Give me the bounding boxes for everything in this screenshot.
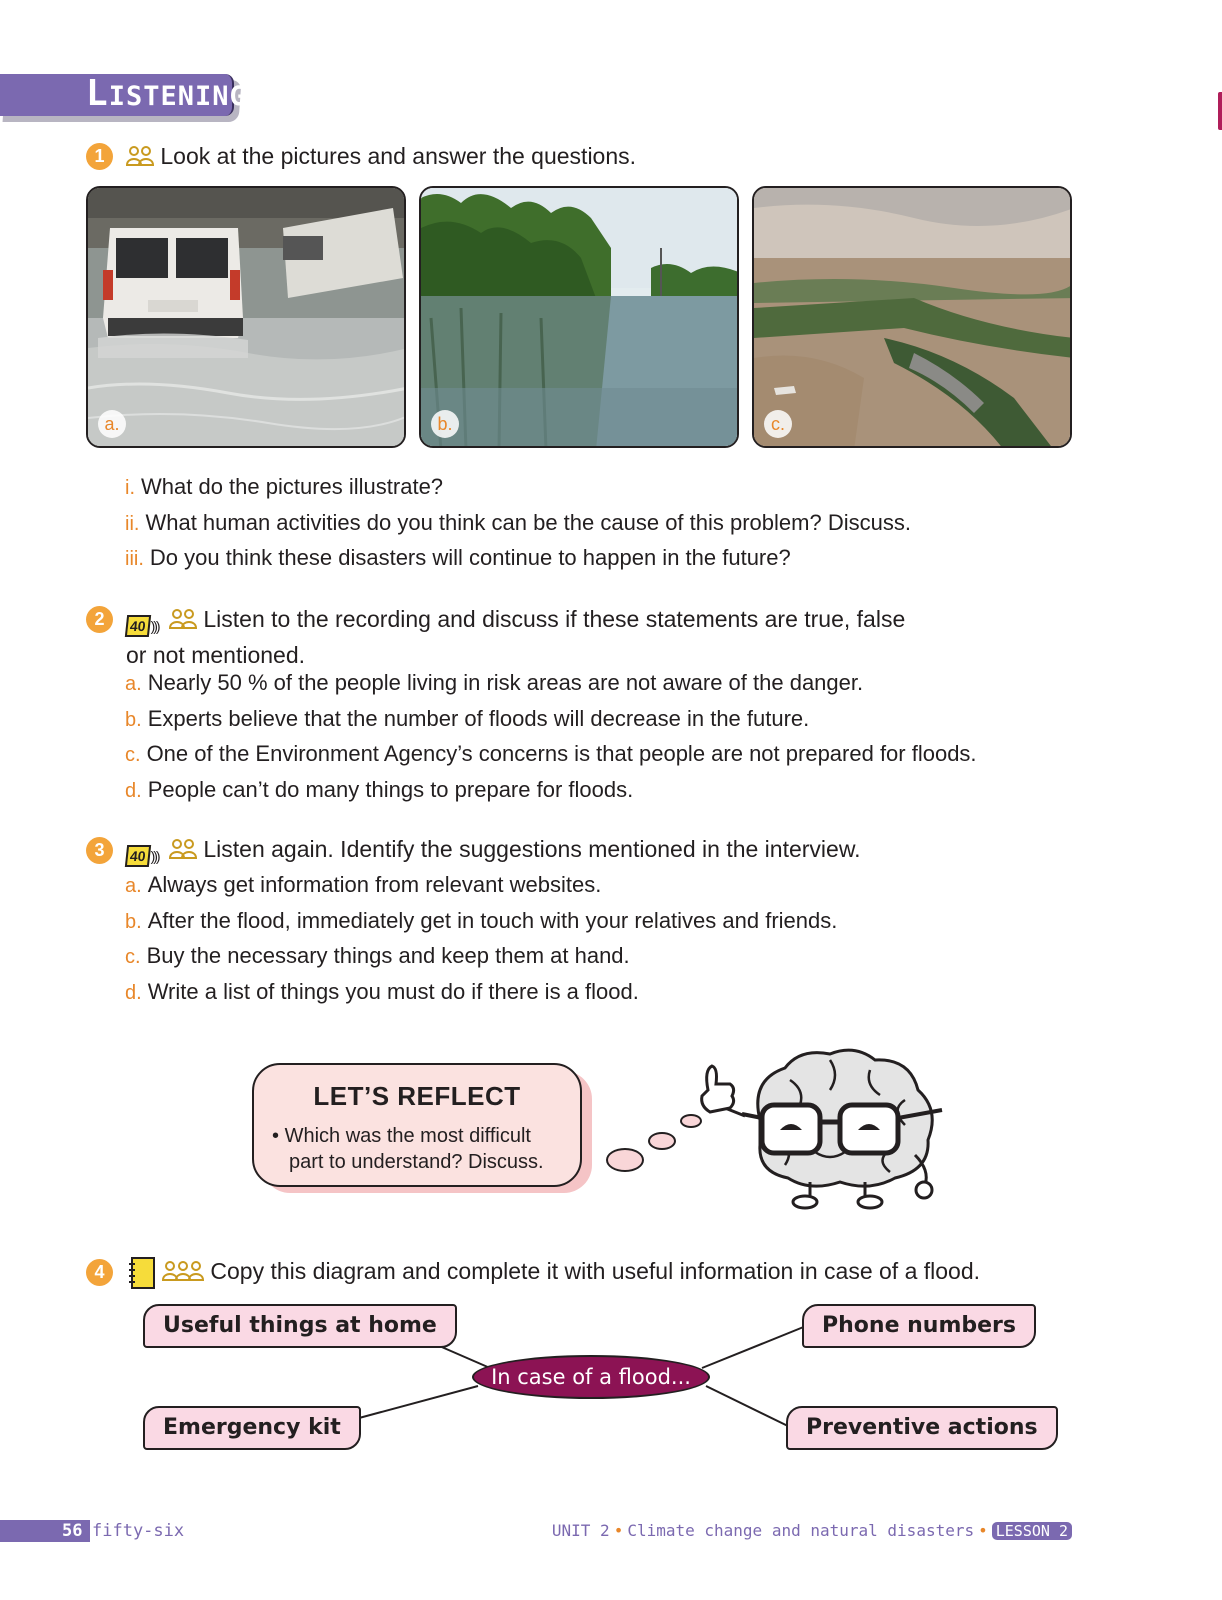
suggestion-item [125, 868, 837, 904]
exercise-3-suggestions [125, 868, 837, 1010]
diagram-box-emergency-kit: Emergency kit [143, 1406, 361, 1450]
statement-item [125, 737, 977, 773]
photo-c-aerial-flood [752, 186, 1072, 448]
question-text: Do you think these disasters will continue to happen in the future? [149, 545, 791, 570]
thought-bubble [606, 1148, 644, 1172]
statement-item [125, 666, 977, 702]
suggestion-item [125, 939, 837, 975]
suggestion-text: Write a list of things you must do if there is a flood. [147, 978, 639, 1004]
statement-marker: d. [125, 779, 142, 802]
pair-work-icon [169, 608, 197, 630]
question-item [125, 506, 911, 542]
photo-b-flooded-forest [419, 186, 739, 448]
brain-mascot-icon [690, 1040, 960, 1210]
reflect-line-2: part to understand? Discuss. [289, 1151, 544, 1173]
statement-text: Nearly 50 % of the people living in risk areas are not aware of the danger. [147, 670, 864, 695]
exercise-3-text: Listen again. Identify the suggestions mentioned in the interview. [203, 836, 861, 862]
connector-line [706, 1386, 792, 1428]
exercise-1-questions [125, 470, 911, 577]
reflect-line-1: Which was the most difficult [284, 1125, 531, 1147]
exercise-2-statements [125, 666, 977, 808]
reflect-box [252, 1063, 582, 1187]
separator-dot: • [613, 1521, 624, 1540]
photo-b-label: b. [431, 410, 459, 438]
exercise-2-text-line-1: Listen to the recording and discuss if these statements are true, false [203, 606, 906, 632]
section-title [86, 73, 247, 114]
question-text: What do the pictures illustrate? [141, 474, 444, 499]
separator-dot: • [978, 1521, 988, 1540]
flooded-forest-image [421, 188, 739, 448]
pair-work-icon [126, 145, 154, 167]
section-banner [0, 73, 247, 122]
suggestion-marker: c. [125, 946, 141, 968]
thought-bubble [648, 1132, 676, 1150]
statement-text: One of the Environment Agency’s concerns is that people are not prepared for floods. [146, 741, 977, 766]
photo-a-label: a. [98, 410, 126, 438]
exercise-4-instruction [162, 1258, 980, 1285]
question-text: What human activities do you think can be the cause of this problem? Discuss. [145, 509, 911, 535]
diagram-box-preventive-actions: Preventive actions [786, 1406, 1058, 1450]
page-edge-tab [1218, 92, 1222, 130]
exercise-1-text: Look at the pictures and answer the questions. [160, 143, 637, 169]
photo-c-label: c. [764, 410, 792, 438]
reflect-title: LET’S REFLECT [313, 1081, 521, 1111]
suggestion-marker: a. [125, 875, 142, 897]
group-work-icon [162, 1260, 204, 1282]
suggestion-item [125, 904, 837, 940]
footer-unit-info [552, 1520, 1072, 1542]
question-marker: iii. [125, 548, 144, 570]
footer-page-word: fifty-six [92, 1521, 185, 1541]
diagram-center-node: In case of a flood... [472, 1355, 710, 1399]
footer-page-number: 56 [62, 1521, 83, 1541]
speaker-waves-icon: ))) [150, 848, 159, 864]
exercise-3-instruction [126, 836, 861, 867]
notebook-icon [126, 1256, 156, 1290]
exercise-2-instruction [126, 605, 905, 670]
exercise-2-text-line-2: or not mentioned. [126, 641, 306, 668]
exercise-4-number: 4 [86, 1259, 113, 1286]
suggestion-marker: d. [125, 981, 142, 1004]
aerial-flood-image [754, 188, 1072, 448]
suggestion-marker: b. [125, 910, 142, 933]
audio-track-number: 40 [125, 845, 151, 867]
exercise-2-number: 2 [86, 606, 113, 633]
exercise-1-number: 1 [86, 143, 113, 170]
statement-item [125, 773, 977, 809]
audio-icon[interactable] [126, 845, 159, 867]
suggestion-item [125, 975, 837, 1011]
suggestion-text: After the flood, immediately get in touch with your relatives and friends. [147, 907, 838, 933]
audio-track-number: 40 [125, 615, 151, 637]
reflect-question [272, 1123, 572, 1175]
footer-lesson-badge: LESSON 2 [992, 1522, 1072, 1540]
exercise-1-instruction [126, 143, 636, 170]
statement-marker: b. [125, 708, 142, 731]
photo-a-flooded-street [86, 186, 406, 448]
diagram-box-phone-numbers: Phone numbers [802, 1304, 1036, 1348]
exercise-4-text: Copy this diagram and complete it with useful information in case of a flood. [210, 1258, 981, 1284]
exercise-3-number: 3 [86, 837, 113, 864]
question-item [125, 541, 911, 577]
section-title-initial: L [86, 73, 109, 114]
footer-topic: Climate change and natural disasters [627, 1521, 975, 1540]
statement-marker: a. [125, 673, 142, 695]
suggestion-text: Always get information from relevant websites. [147, 872, 602, 897]
pair-work-icon [169, 838, 197, 860]
section-title-rest: ISTENING [108, 81, 247, 112]
connector-line [702, 1326, 806, 1368]
question-item [125, 470, 911, 506]
statement-text: People can’t do many things to prepare for floods. [147, 776, 634, 802]
question-marker: ii. [125, 512, 140, 535]
diagram-box-useful-things: Useful things at home [143, 1304, 457, 1348]
flooded-street-image [88, 188, 406, 448]
statement-marker: c. [125, 744, 141, 766]
audio-icon[interactable] [126, 612, 159, 641]
statement-item [125, 702, 977, 738]
speaker-waves-icon: ))) [150, 617, 159, 634]
reflect-bullet: • [272, 1125, 280, 1147]
statement-text: Experts believe that the number of floods will decrease in the future. [147, 705, 810, 731]
suggestion-text: Buy the necessary things and keep them at hand. [146, 943, 630, 968]
footer-unit: UNIT 2 [551, 1521, 610, 1540]
question-marker: i. [125, 477, 135, 499]
